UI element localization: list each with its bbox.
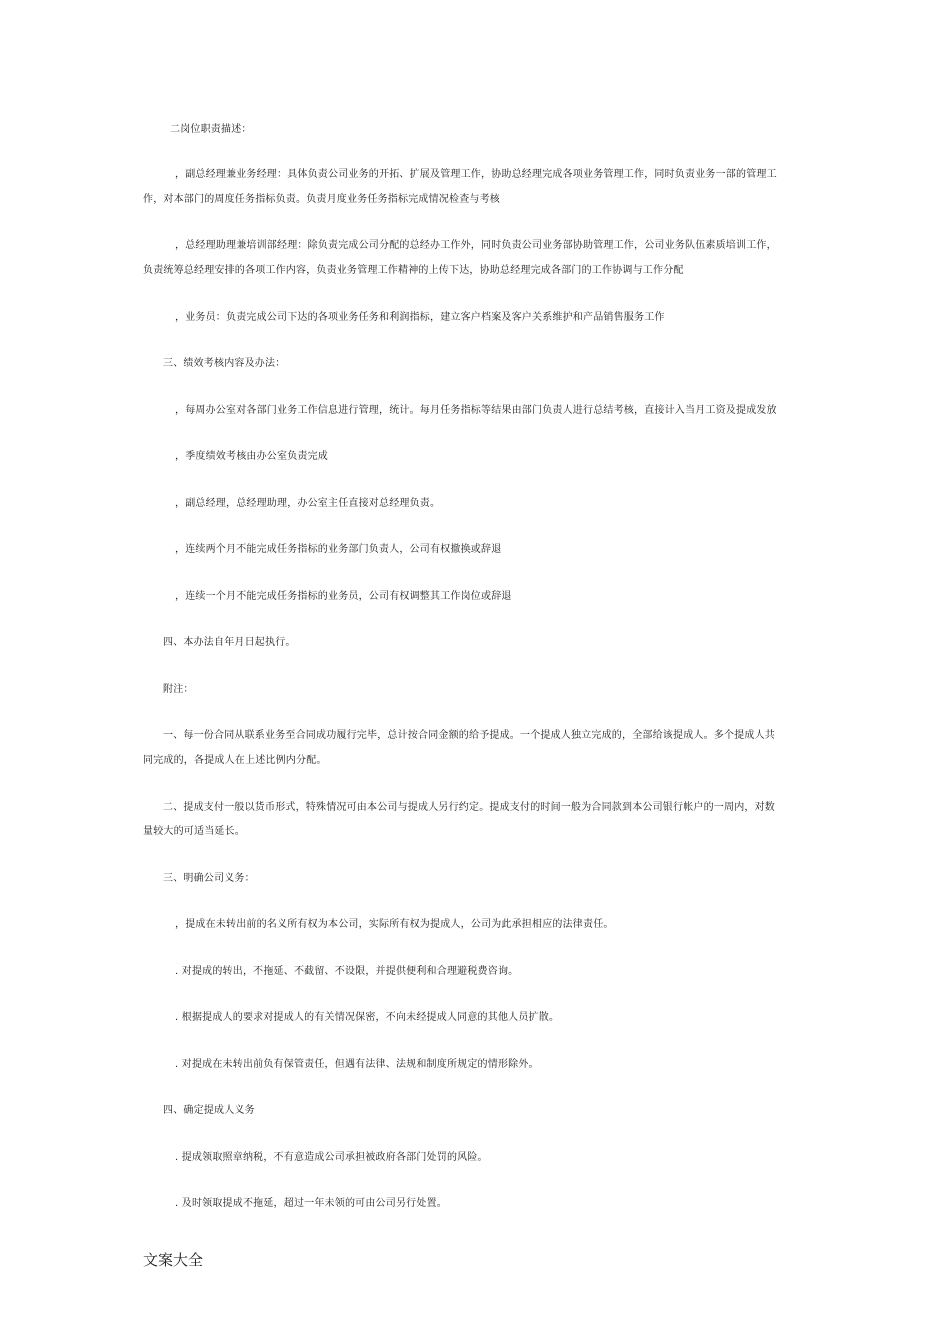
page-footer: 文案大全 (143, 1251, 204, 1269)
note-1-line-1: 一、每一份合同从联系业务至合同成功履行完毕，总计按合同金额的给予提成。一个提成人独立完成的，全部给该提成人。多个提成人共 (163, 730, 775, 741)
perf-1: ，每周办公室对各部门业务工作信息进行管理，统计。每月任务指标等结果由部门负责人进行总结考核，直接计入当月工资及提成发放 (175, 405, 777, 416)
section-2-heading: 二岗位职责描述： (170, 124, 252, 135)
perf-4: ，连续两个月不能完成任务指标的业务部门负责人，公司有权撤换或辞退 (175, 544, 502, 555)
duty-1-line-1: ，副总经理兼业务经理：具体负责公司业务的开拓、扩展及管理工作，协助总经理完成各项业务管理工作，同时负责业务一部的管理工 (175, 169, 777, 180)
section-3-heading: 三、绩效考核内容及办法： (163, 358, 286, 369)
person-duty-1: . 提成领取照章纳税，不有意造成公司承担被政府各部门处罚的风险。 (175, 1152, 488, 1163)
person-duty-2: . 及时领取提成不拖延，超过一年未领的可由公司另行处置。 (175, 1198, 447, 1209)
perf-3: ，副总经理，总经理助理，办公室主任直接对总经理负责。 (175, 498, 441, 509)
note-3-heading: 三、明确公司义务： (163, 873, 255, 884)
company-duty-3: . 根据提成人的要求对提成人的有关情况保密，不向未经提成人同意的其他人员扩散。 (175, 1012, 560, 1023)
company-duty-1: ，提成在未转出前的名义所有权为本公司，实际所有权为提成人，公司为此承担相应的法律责任。 (175, 919, 614, 930)
section-4-heading: 四、本办法自年月日起执行。 (163, 637, 296, 648)
perf-2: ，季度绩效考核由办公室负责完成 (175, 451, 328, 462)
duty-2-line-1: ，总经理助理兼培训部经理：除负责完成公司分配的总经办工作外，同时负责公司业务部协助管理工作，公司业务队伍素质培训工作， (175, 240, 777, 251)
company-duty-4: . 对提成在未转出前负有保管责任，但遇有法律、法规和制度所规定的情形除外。 (175, 1059, 539, 1070)
perf-5: ，连续一个月不能完成任务指标的业务员，公司有权调整其工作岗位或辞退 (175, 591, 512, 602)
appendix-heading: 附注： (163, 684, 194, 695)
duty-2-line-2: 负责统筹总经理安排的各项工作内容，负责业务管理工作精神的上传下达，协助总经理完成各部门的工作协调与工作分配 (143, 265, 684, 276)
duty-1-line-2: 作，对本部门的周度任务指标负责。负责月度业务任务指标完成情况检查与考核 (143, 194, 500, 205)
duty-3: ，业务员：负责完成公司下达的各项业务任务和利润指标，建立客户档案及客户关系维护和产品销售服务工作 (175, 312, 665, 323)
note-4-heading: 四、确定提成人义务 (163, 1105, 255, 1116)
note-2-line-1: 二、提成支付一般以货币形式，特殊情况可由本公司与提成人另行约定。提成支付的时间一般为合同款到本公司银行帐户的一周内，对数 (163, 802, 775, 813)
note-1-line-2: 同完成的，各提成人在上述比例内分配。 (143, 755, 327, 766)
note-2-line-2: 量较大的可适当延长。 (143, 826, 245, 837)
company-duty-2: . 对提成的转出，不拖延、不截留、不设限，并提供便利和合理避税费咨询。 (175, 966, 519, 977)
